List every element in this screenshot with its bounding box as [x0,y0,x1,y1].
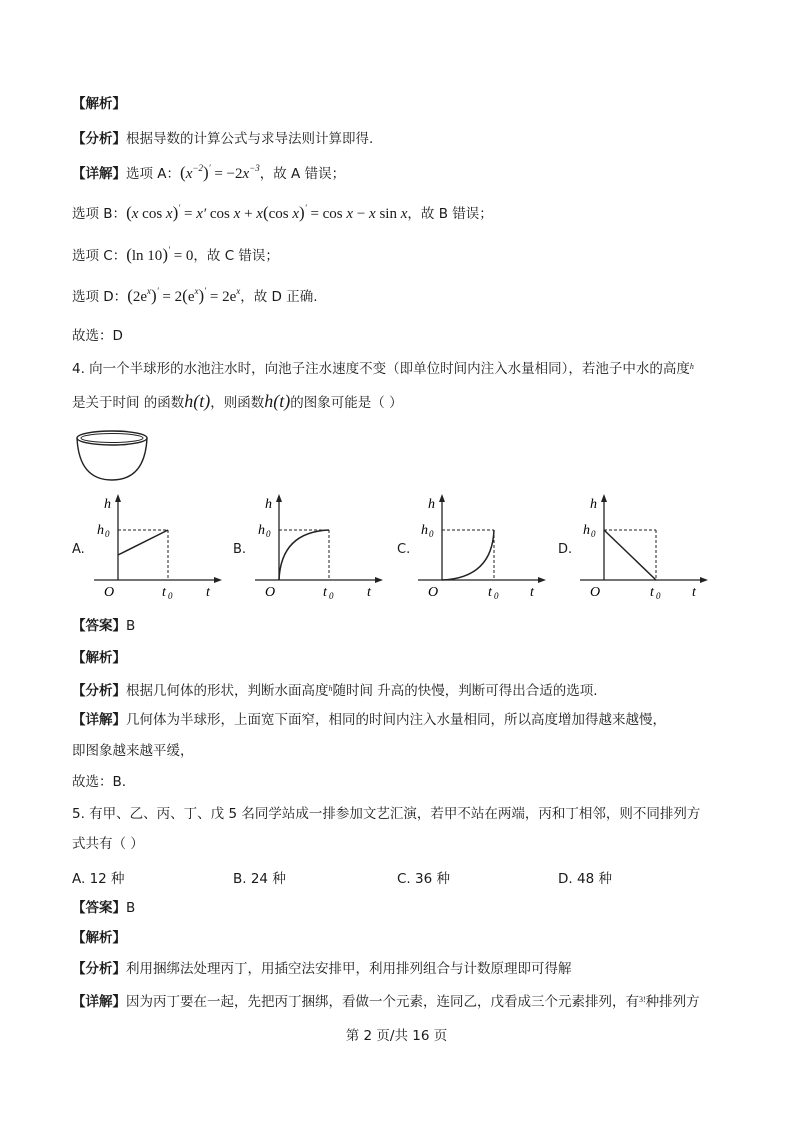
curve-b [279,530,329,580]
formula-b: (x cos x)′ = x′ cos x + x(cos x)′ = cos x − x sin x [126,203,408,222]
svg-text:0: 0 [168,591,173,601]
q5-xiangjie: 【详解】因为丙丁要在一起，先把丙丁捆绑，看做一个元素，连同乙，戊看成三个元素排列，有$^{3!}$种排列方 [72,994,700,1010]
q4-option-label-b: B. [233,542,247,557]
q5-stem-line2: 式共有（ ） [72,836,144,852]
svg-text:0: 0 [656,591,661,601]
q5-choice-b: B. 24 种 [233,871,286,887]
svg-text:0: 0 [329,591,334,601]
svg-text:h: h [590,497,597,512]
axis-t-label: t [206,585,210,600]
graph-option-a [86,490,226,608]
q4-stem-line1: 4. 向一个半球形的水池注水时，向池子注水速度不变（即单位时间内注入水量相同），若池子中水的高度$^h$ [72,361,694,377]
svg-text:O: O [428,585,439,600]
graph-option-d [572,490,712,608]
svg-text:h: h [258,523,265,538]
svg-text:0: 0 [266,529,271,539]
svg-text:t: t [530,585,534,600]
q4-stem-line2: 是关于时间 的函数h(t)，则函数h(t)的图象可能是（ ） [72,391,403,411]
q4-option-label-c: C. [397,542,411,557]
svg-text:O: O [265,585,276,600]
q5-choice-c: C. 36 种 [397,871,450,887]
svg-text:0: 0 [429,529,434,539]
q3-option-a: 【详解】选项 A：$(x^{-2})' = -2x^{-3}$，故 A 错误； [72,163,346,182]
q4-jiexi-heading: 【解析】 [72,650,126,666]
q3-answer: 故选：D [72,328,123,344]
svg-text:h: h [265,497,272,512]
svg-text:t: t [367,585,371,600]
svg-text:0: 0 [105,529,110,539]
q5-jiexi-heading: 【解析】 [72,930,126,946]
q5-choice-a: A. 12 种 [72,871,125,887]
q4-option-label-d: D. [558,542,573,557]
formula-d: $(2e^x)' = 2(e^x)' = 2e^x$ [127,286,241,305]
svg-text:t: t [650,585,654,600]
q4-fenxi: 【分析】根据几何体的形状，判断水面高度$^h$随时间 升高的快慢，判断可得出合适的选项. [72,683,598,699]
curve-a [118,530,168,555]
origin-label: O [104,585,115,600]
q3-jiexi-heading: 【解析】 [72,96,126,112]
q4-answer: 【答案】B [72,618,136,634]
graph-option-c [410,490,550,608]
graph-option-b [247,490,387,608]
q3-option-c: 选项 C：(ln 10)′ = 0，故 C 错误； [72,245,279,264]
q5-fenxi: 【分析】利用捆绑法处理丙丁，用插空法安排甲，利用排列组合与计数原理即可得解 [72,961,572,977]
q3-option-d: 选项 D：$(2e^x)' = 2(e^x)' = 2e^x$，故 D 正确. [72,286,318,305]
hemisphere-bowl-illustration [74,428,154,486]
formula-a: $(x^{-2})' = -2x^{-3}$ [180,163,260,182]
svg-text:t: t [692,585,696,600]
svg-text:h: h [97,523,104,538]
svg-text:0: 0 [591,529,596,539]
svg-text:h: h [428,497,435,512]
svg-text:O: O [590,585,601,600]
svg-text:t: t [323,585,327,600]
q5-answer: 【答案】B [72,900,136,916]
axis-h-label: h [104,497,111,512]
svg-text:h: h [421,523,428,538]
svg-text:t: t [162,585,166,600]
q5-stem-line1: 5. 有甲、乙、丙、丁、戊 5 名同学站成一排参加文艺汇演，若甲不站在两端，丙和丁相邻，则不同排列方 [72,806,701,822]
q4-xiangjie-line2: 即图象越来越平缓， [72,743,194,759]
page-footer: 第 2 页/共 16 页 [345,1028,448,1044]
q4-xiangjie-line1: 【详解】几何体为半球形，上面宽下面窄，相同的时间内注入水量相同，所以高度增加得越来越慢， [72,712,666,728]
q5-choice-d: D. 48 种 [558,871,612,887]
formula-c: (ln 10)′ = 0 [126,245,194,264]
svg-text:t: t [488,585,492,600]
q4-answer-line: 故选：B. [72,774,127,790]
svg-text:h: h [583,523,590,538]
curve-c [442,530,494,580]
q4-option-label-a: A. [72,542,85,557]
svg-text:0: 0 [494,591,499,601]
curve-d [604,530,656,580]
q3-option-b: 选项 B：(x cos x)′ = x′ cos x + x(cos x)′ = cos x − x sin x，故 B 错误； [72,203,493,222]
q3-fenxi: 【分析】根据导数的计算公式与求导法则计算即得. [72,131,374,147]
